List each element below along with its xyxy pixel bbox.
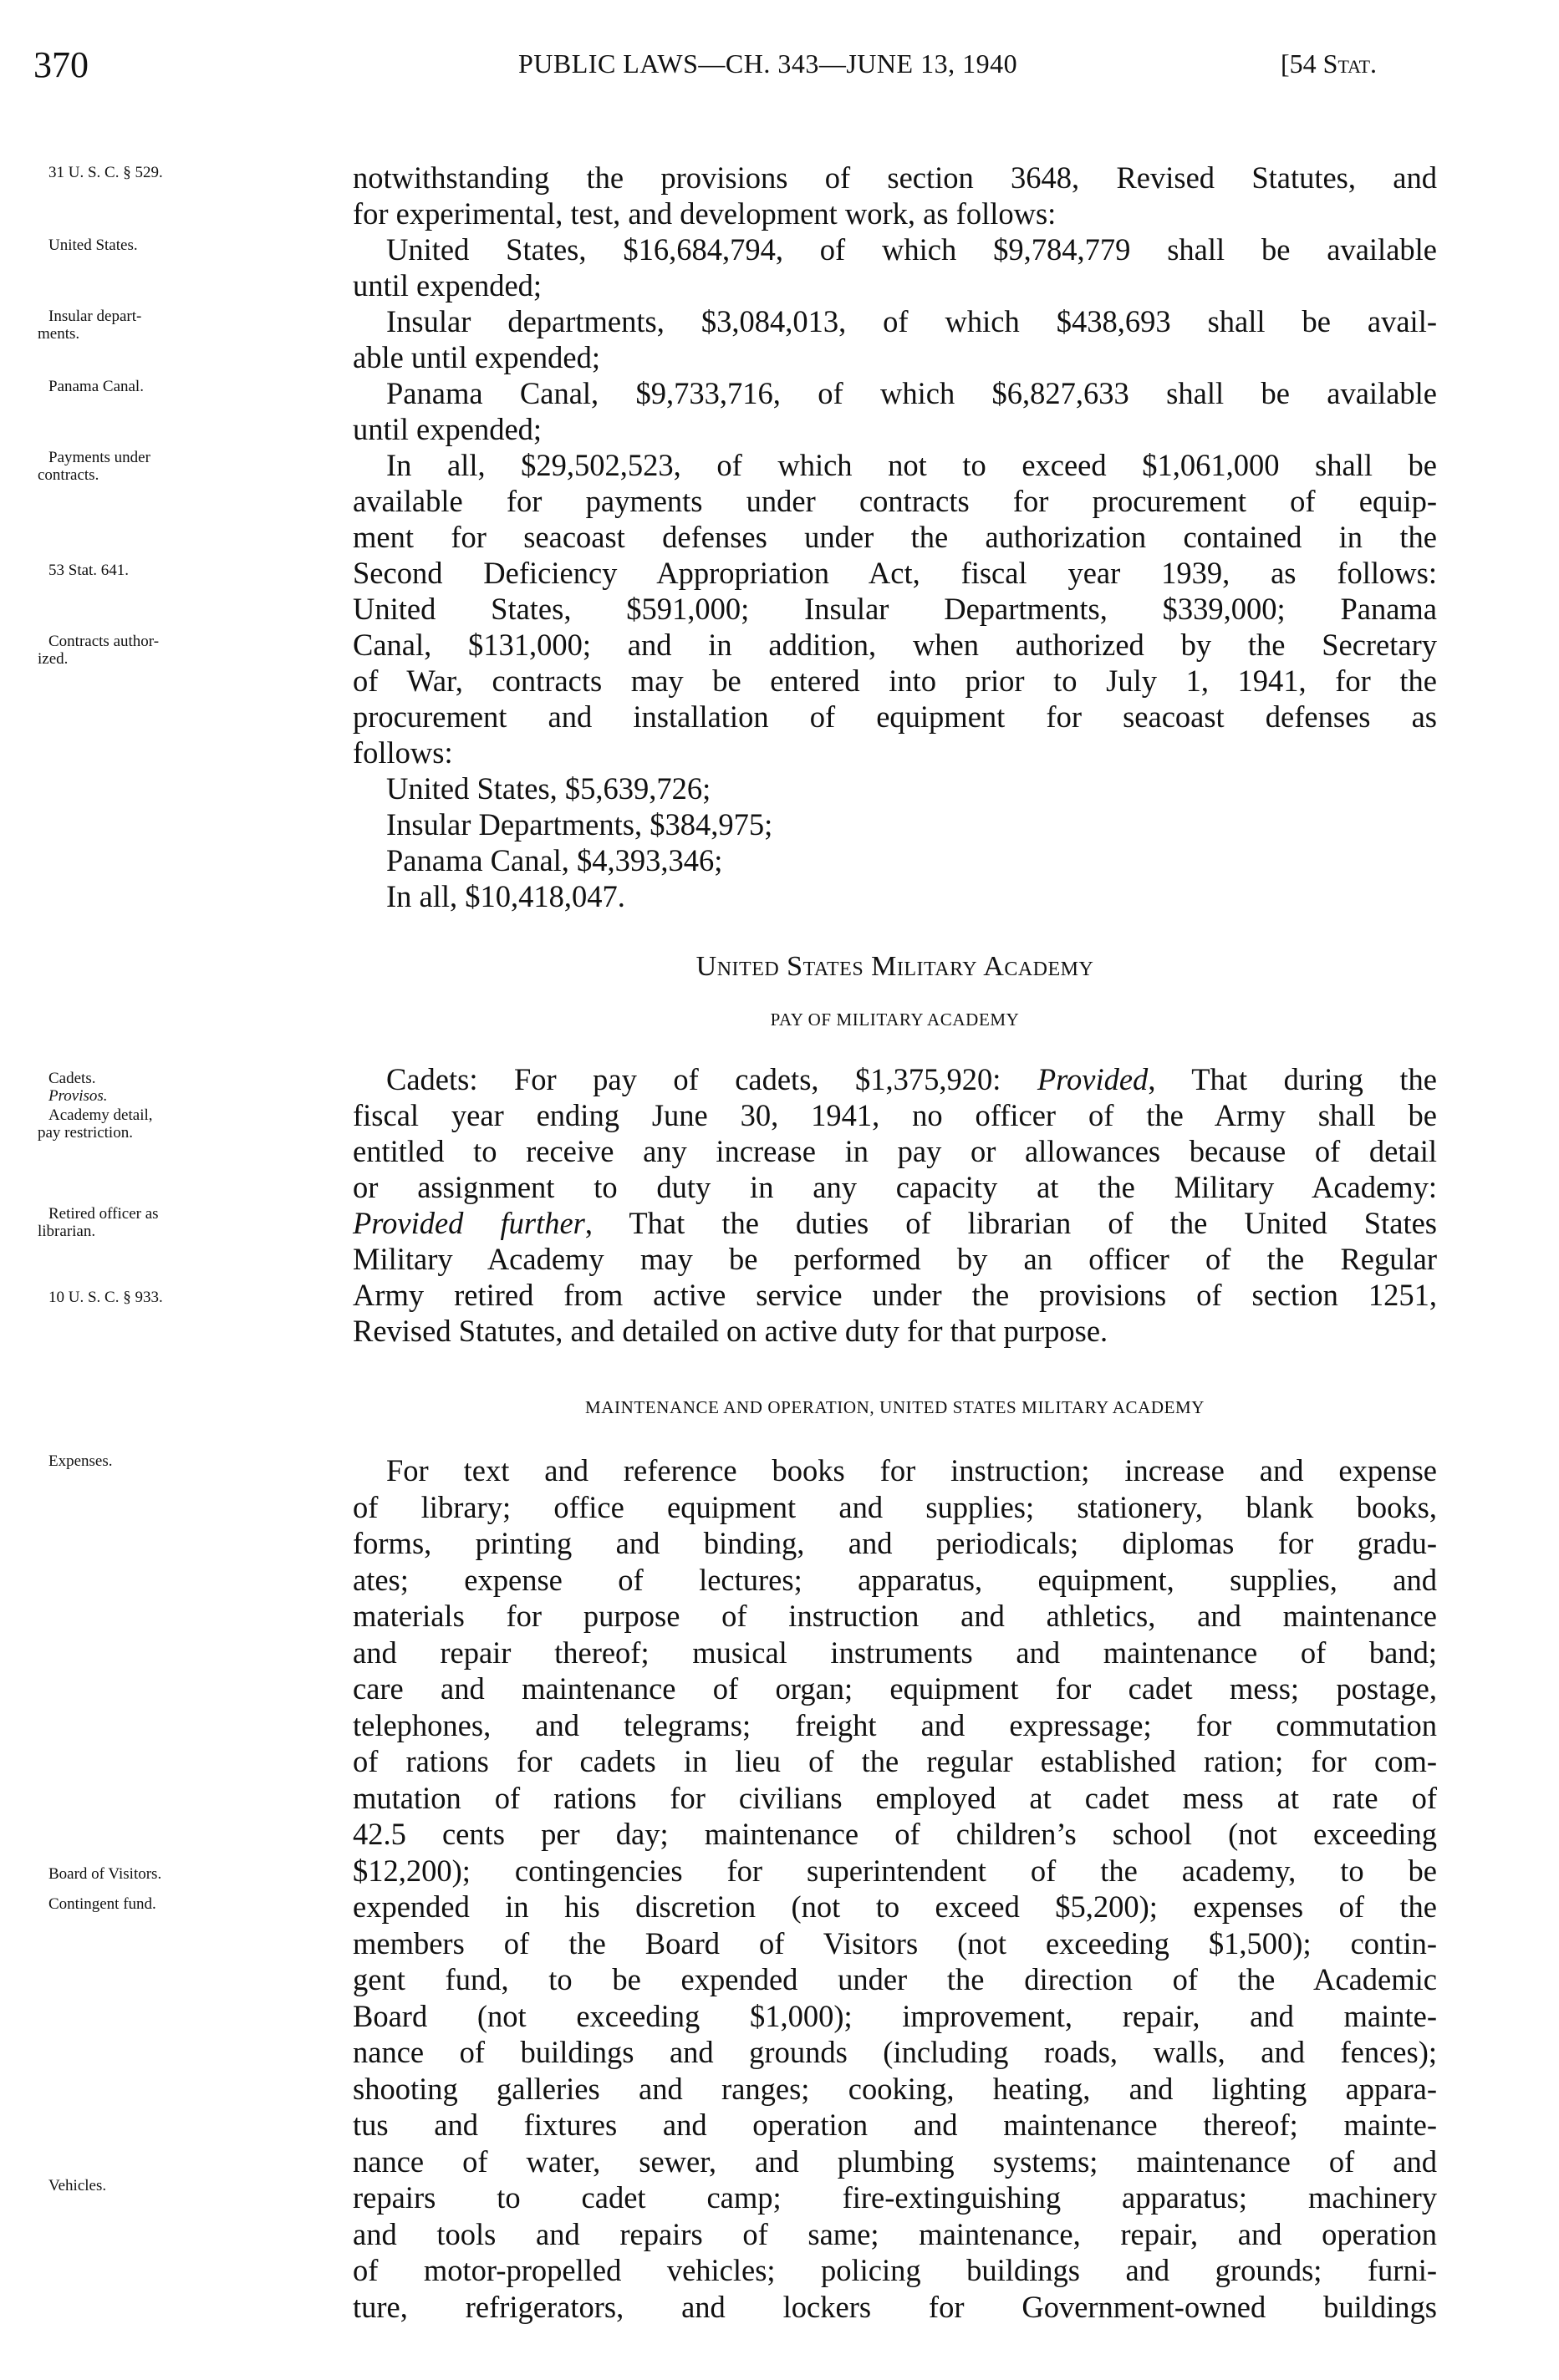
margin-note: Provisos. [48,1087,108,1105]
cadets-line-5 [353,1205,1437,1241]
body-line: United States, $16,684,794, of which $9,784,779 shall be available [386,232,1437,267]
margin-note: ments. [38,325,80,343]
body-line: shooting galleries and ranges; cooking, heating, and lighting appara- [353,2071,1437,2106]
provided-further-italic: Provided further [353,1206,585,1240]
body-line: Canal, $131,000; and in addition, when authorized by the Secretary [353,628,1437,662]
body-line: $12,200); contingencies for superintendent of the academy, to be [353,1853,1437,1888]
body-line: mutation of rations for civilians employed at cadet mess at rate of [353,1780,1437,1815]
body-line: Panama Canal, $4,393,346; [386,843,723,877]
body-line: members of the Board of Visitors (not exceeding $1,500); contin- [353,1925,1437,1960]
margin-note: ized. [38,650,69,668]
margin-note: contracts. [38,466,99,484]
heading-pay-military-academy: PAY OF MILITARY ACADEMY [770,1009,1020,1030]
cadets-line-6: Military Academy may be performed by an officer of the Regular [353,1242,1437,1276]
margin-note: librarian. [38,1223,96,1240]
margin-note: Payments under [48,449,150,466]
body-line: notwithstanding the provisions of section 3648, Revised Statutes, and [353,160,1437,195]
body-line: of library; office equipment and supplies; stationery, blank books, [353,1489,1437,1524]
cadets-text: Cadets: For pay of cadets, $1,375,920: [386,1062,1037,1096]
statute-reference [1281,48,1377,79]
margin-note: Vehicles. [48,2177,107,2194]
cadets-line-4: or assignment to duty in any capacity at the Military Academy: [353,1170,1437,1204]
body-line: available for payments under contracts for procurement of equip- [353,484,1437,518]
body-line: of rations for cadets in lieu of the regular established ration; for com- [353,1744,1437,1778]
body-line: of War, contracts may be entered into prior to July 1, 1941, for the [353,664,1437,698]
margin-note: Contracts author- [48,633,160,650]
body-line: United States, $5,639,726; [386,771,711,806]
body-line: telephones, and telegrams; freight and expressage; for commutation [353,1707,1437,1742]
cadets-line-8: Revised Statutes, and detailed on active duty for that purpose. [353,1314,1108,1348]
margin-note: Board of Visitors. [48,1865,162,1883]
body-line: and repair thereof; musical instruments and maintenance of band; [353,1635,1437,1670]
body-line: Insular departments, $3,084,013, of which $438,693 shall be avail- [386,304,1437,338]
body-line: until expended; [353,412,543,446]
margin-note: Cadets. [48,1070,96,1087]
page-number: 370 [33,44,89,85]
body-line: for experimental, test, and development work, as follows: [353,196,1057,231]
body-line: repairs to cadet camp; fire-extinguishing apparatus; machinery [353,2180,1437,2215]
body-line: follows: [353,735,453,770]
body-line: United States, $591,000; Insular Departments, $339,000; Panama [353,592,1437,626]
body-line: ment for seacoast defenses under the authorization contained in the [353,520,1437,554]
margin-note: Retired officer as [48,1205,159,1223]
body-line: Second Deficiency Appropriation Act, fiscal year 1939, as follows: [353,556,1437,590]
margin-note: Expenses. [48,1452,113,1470]
body-line: In all, $10,418,047. [386,879,625,913]
body-line: expended in his discretion (not to exceed $5,200); expenses of the [353,1889,1437,1924]
body-line: tus and fixtures and operation and maintenance thereof; mainte- [353,2108,1437,2142]
running-head: PUBLIC LAWS—CH. 343—JUNE 13, 1940 [518,48,1018,79]
body-line: nance of water, sewer, and plumbing systems; maintenance of and [353,2144,1437,2179]
body-line: materials for purpose of instruction and athletics, and maintenance [353,1599,1437,1633]
margin-note: 31 U. S. C. § 529. [48,164,163,181]
margin-note: Contingent fund. [48,1895,156,1913]
body-line: ture, refrigerators, and lockers for Government-owned buildings [353,2289,1437,2324]
statute-reference-text: [54 Stat. [1281,48,1378,79]
body-line: Board (not exceeding $1,000); improvement, repair, and mainte- [353,1998,1437,2033]
body-line: care and maintenance of organ; equipment for cadet mess; postage, [353,1671,1437,1706]
heading-military-academy: United States Military Academy [695,951,1094,982]
body-line: until expended; [353,268,543,303]
body-line: procurement and installation of equipment for seacoast defenses as [353,699,1437,734]
body-line: For text and reference books for instruction; increase and expense [386,1453,1437,1488]
body-line: nance of buildings and grounds (including roads, walls, and fences); [353,2035,1437,2069]
body-line: In all, $29,502,523, of which not to exceed $1,061,000 shall be [386,448,1437,482]
cadets-line-3: entitled to receive any increase in pay or allowances because of detail [353,1134,1437,1168]
cadets-text: , That the duties of librarian of the United States [584,1206,1437,1240]
body-line: Panama Canal, $9,733,716, of which $6,827,633 shall be available [386,376,1437,410]
heading-maintenance-operation: MAINTENANCE AND OPERATION, UNITED STATES MILITARY ACADEMY [584,1397,1205,1417]
body-line: 42.5 cents per day; maintenance of children’s school (not exceeding [353,1817,1437,1851]
body-line: of motor-propelled vehicles; policing buildings and grounds; furni- [353,2253,1437,2287]
cadets-text: , That during the [1148,1062,1437,1096]
margin-note: 10 U. S. C. § 933. [48,1289,163,1306]
margin-note: Panama Canal. [48,378,144,395]
margin-note: Insular depart- [48,308,142,325]
provided-italic: Provided [1037,1062,1149,1096]
margin-note: Academy detail, [48,1106,153,1124]
body-line: able until expended; [353,340,600,374]
margin-note: United States. [48,236,138,254]
margin-note: pay restriction. [38,1124,133,1142]
body-line: ates; expense of lectures; apparatus, equipment, supplies, and [353,1562,1437,1597]
body-line: forms, printing and binding, and periodicals; diplomas for gradu- [353,1526,1437,1560]
cadets-line-7: Army retired from active service under the provisions of section 1251, [353,1278,1437,1312]
body-line: gent fund, to be expended under the direction of the Academic [353,1962,1437,1996]
cadets-line-2: fiscal year ending June 30, 1941, no officer of the Army shall be [353,1098,1437,1132]
margin-note: 53 Stat. 641. [48,562,130,579]
cadets-line-1 [353,1061,1437,1097]
body-line: and tools and repairs of same; maintenance, repair, and operation [353,2216,1437,2251]
body-line: Insular Departments, $384,975; [386,807,773,842]
